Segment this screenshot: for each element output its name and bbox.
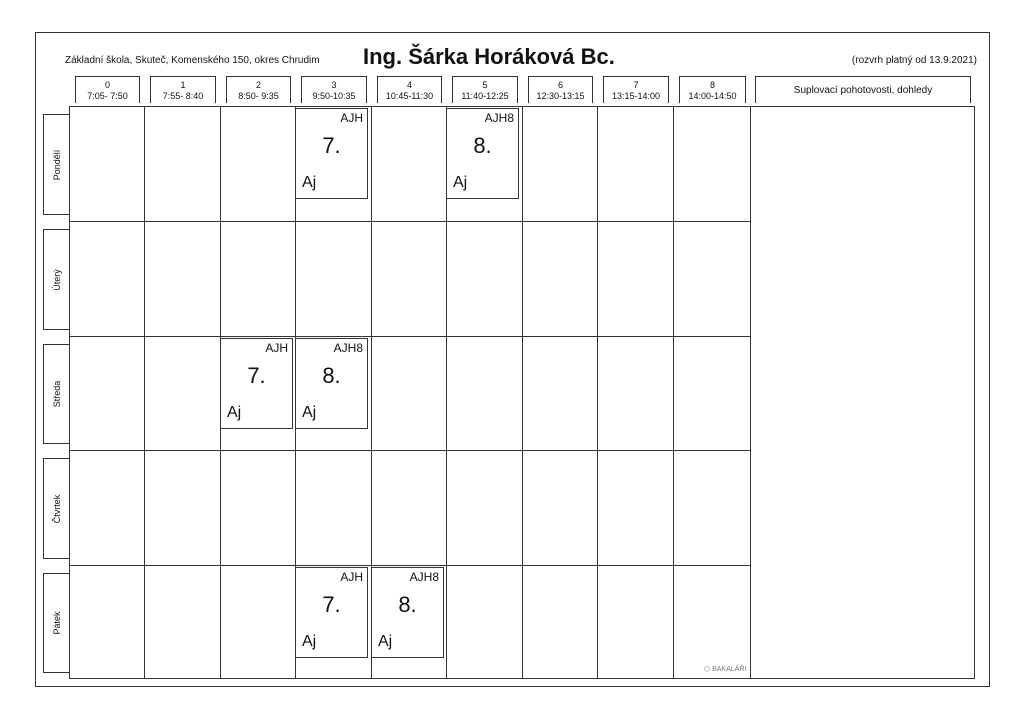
lesson-subject: Aj: [302, 633, 317, 650]
lesson-class: 8.: [398, 592, 417, 617]
validity-note: (rozvrh platný od 13.9.2021): [851, 55, 977, 66]
grid-vline: [144, 106, 145, 679]
period-header-4: [377, 76, 442, 103]
period-number: 4: [406, 80, 412, 90]
day-label-text: Pondělí: [51, 149, 62, 180]
lesson-subject: Aj: [453, 174, 468, 191]
day-label: [43, 344, 69, 444]
day-label: [43, 458, 69, 559]
period-header-3: [301, 76, 367, 103]
lesson-subject: Aj: [302, 174, 317, 191]
period-number: 2: [255, 80, 261, 90]
page-title: Ing. Šárka Horáková Bc.: [363, 44, 615, 69]
day-label-text: Úterý: [51, 268, 62, 291]
period-header-6: [528, 76, 593, 103]
period-number: 5: [482, 80, 488, 90]
day-label-text: Středa: [51, 380, 62, 408]
period-number: 0: [104, 80, 110, 90]
period-number: 1: [180, 80, 186, 90]
lesson-class: 7.: [247, 363, 266, 388]
grid-vline: [597, 106, 598, 679]
lesson-cell: [295, 338, 368, 429]
grid-vline: [522, 106, 523, 679]
grid-hline: [69, 450, 750, 451]
lesson-cell: [446, 108, 519, 199]
period-header-5: [452, 76, 518, 103]
bakalari-logo-icon: ⬡: [704, 666, 711, 673]
period-number: 3: [331, 80, 337, 90]
day-label: [43, 114, 69, 215]
lesson-class: 8.: [473, 133, 492, 158]
day-label: [43, 573, 69, 673]
period-header-2: [226, 76, 291, 103]
lesson-group: AJH8: [484, 111, 514, 125]
lesson-cell: [371, 567, 444, 658]
lesson-class: 7.: [322, 592, 341, 617]
period-number: 6: [557, 80, 563, 90]
lesson-subject: Aj: [302, 404, 317, 421]
lesson-group: AJH8: [333, 341, 363, 355]
period-time: 11:40-12:25: [461, 91, 509, 101]
footer-logo: [704, 665, 746, 673]
period-header-0: [75, 76, 140, 103]
period-number: 7: [633, 80, 639, 90]
lesson-cell: [295, 108, 368, 199]
grid-hline: [69, 565, 750, 566]
period-time: 12:30-13:15: [536, 91, 585, 101]
period-number: 8: [709, 80, 715, 90]
day-label-text: Čtvrtek: [51, 494, 62, 523]
period-header-7: [603, 76, 669, 103]
lesson-subject: Aj: [227, 404, 242, 421]
lesson-group: AJH: [340, 111, 363, 125]
period-time: 10:45-11:30: [385, 91, 434, 101]
lesson-cell: [220, 338, 293, 429]
period-time: 7:05- 7:50: [87, 91, 128, 101]
day-label-text: Pátek: [51, 611, 62, 635]
lesson-class: 8.: [322, 363, 341, 388]
period-time: 9:50-10:35: [312, 91, 356, 101]
period-time: 13:15-14:00: [611, 91, 661, 101]
supl-header: Suplovací pohotovosti, dohledy: [755, 76, 971, 103]
day-label: [43, 229, 69, 330]
grid-vline: [673, 106, 674, 679]
period-time: 7:55- 8:40: [162, 91, 204, 101]
period-time: 14:00-14:50: [688, 91, 737, 101]
period-header-8: [679, 76, 746, 103]
lesson-group: AJH8: [409, 570, 439, 584]
lesson-subject: Aj: [378, 633, 393, 650]
period-time: 8:50- 9:35: [238, 91, 279, 101]
school-name: Základní škola, Skuteč, Komenského 150, okres Chrudim: [65, 55, 320, 66]
lesson-class: 7.: [322, 133, 341, 158]
lesson-cell: [295, 567, 368, 658]
grid-vline: [750, 106, 751, 679]
lesson-group: AJH: [340, 570, 363, 584]
footer-label: BAKALÁŘI: [712, 666, 747, 673]
period-header-1: [150, 76, 216, 103]
grid-hline: [69, 336, 750, 337]
lesson-group: AJH: [265, 341, 288, 355]
grid-hline: [69, 221, 750, 222]
